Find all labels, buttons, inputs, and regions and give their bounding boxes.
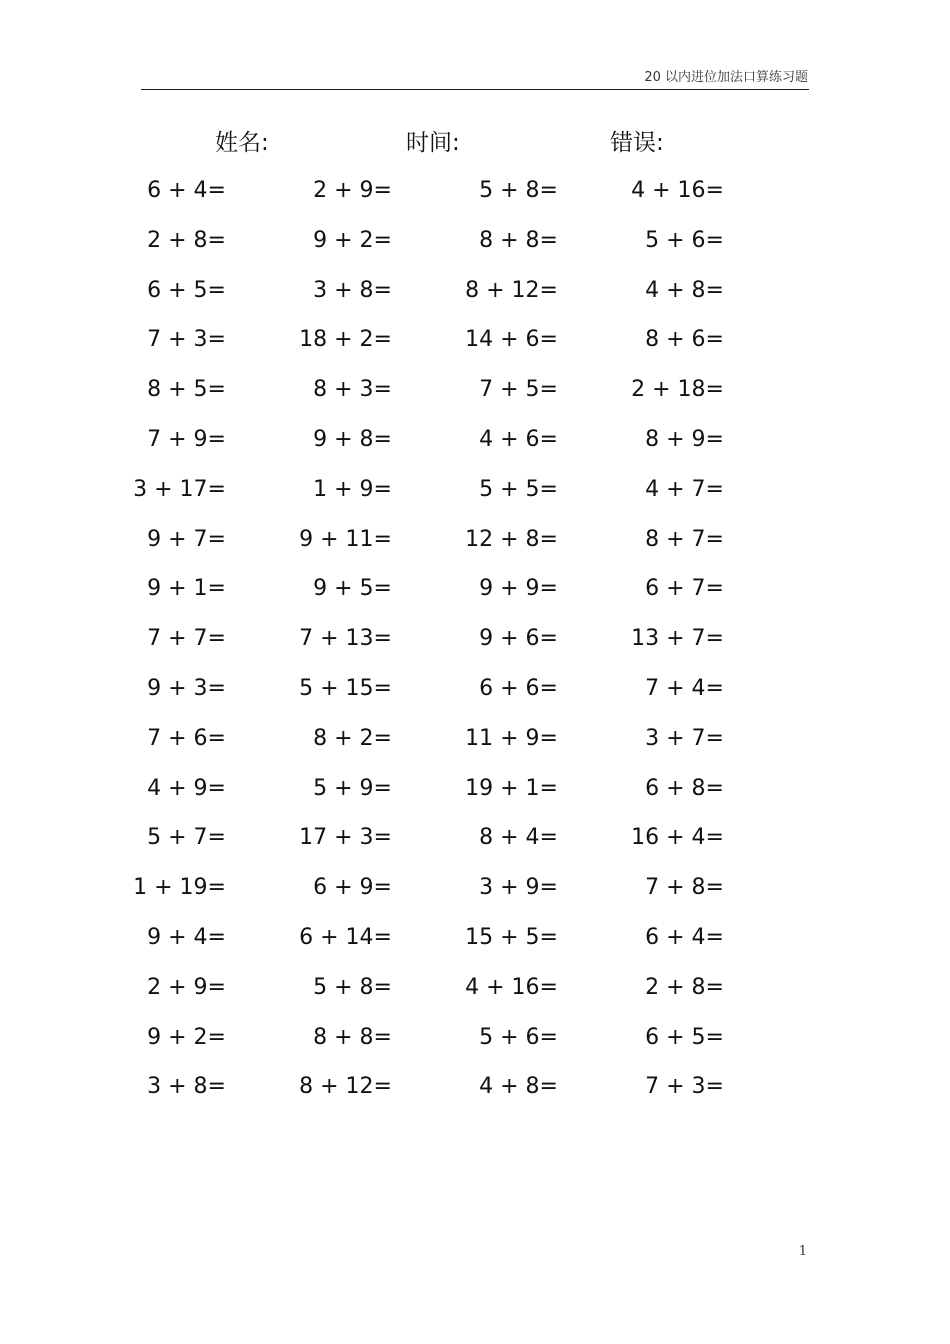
header-divider (141, 89, 809, 90)
problem-cell: 5 + 15= (299, 676, 392, 701)
problem-cell: 5 + 8= (479, 178, 558, 203)
problem-cell: 5 + 9= (313, 775, 392, 801)
problem-cell: 14 + 6= (465, 327, 558, 353)
problem-cell: 3 + 7= (645, 725, 724, 751)
problem-cell: 4 + 8= (645, 277, 724, 303)
problem-cell: 9 + 6= (479, 626, 558, 652)
problem-cell: 9 + 2= (313, 227, 392, 253)
problem-cell: 6 + 14= (299, 925, 392, 950)
problem-cell: 19 + 1= (465, 775, 558, 801)
header-title: 20 以内进位加法口算练习题 (644, 70, 808, 85)
problem-cell: 5 + 6= (479, 1024, 558, 1050)
time-label: 时间: (406, 130, 460, 156)
problem-cell: 9 + 11= (299, 526, 392, 552)
problem-cell: 12 + 8= (465, 526, 558, 552)
problem-cell: 6 + 5= (645, 1024, 724, 1050)
problem-cell: 9 + 3= (147, 676, 226, 701)
problem-cell: 7 + 3= (147, 327, 226, 353)
problem-cell: 8 + 12= (299, 1074, 392, 1100)
problem-cell: 1 + 19= (133, 875, 226, 901)
problem-cell: 6 + 9= (313, 875, 392, 901)
problem-cell: 6 + 7= (645, 576, 724, 602)
problem-cell: 5 + 7= (147, 825, 226, 851)
problem-cell: 2 + 8= (645, 974, 724, 1000)
problem-cell: 4 + 9= (147, 775, 226, 801)
problem-cell: 6 + 8= (645, 775, 724, 801)
problem-cell: 2 + 9= (313, 178, 392, 203)
problem-cell: 1 + 9= (313, 476, 392, 502)
problem-cell: 4 + 8= (479, 1074, 558, 1100)
problem-cell: 9 + 9= (479, 576, 558, 602)
problem-cell: 18 + 2= (299, 327, 392, 353)
problem-cell: 7 + 6= (147, 725, 226, 751)
problem-cell: 7 + 3= (645, 1074, 724, 1100)
problem-cell: 8 + 2= (313, 725, 392, 751)
problem-cell: 7 + 8= (645, 875, 724, 901)
problem-cell: 5 + 6= (645, 227, 724, 253)
problem-cell: 8 + 8= (313, 1024, 392, 1050)
problem-cell: 7 + 5= (479, 377, 558, 403)
problem-cell: 4 + 7= (645, 476, 724, 502)
problem-cell: 3 + 8= (313, 277, 392, 303)
problem-cell: 4 + 16= (465, 974, 558, 1000)
problem-cell: 15 + 5= (465, 925, 558, 950)
problem-cell: 8 + 8= (479, 227, 558, 253)
problem-cell: 7 + 4= (645, 676, 724, 701)
problem-cell: 3 + 9= (479, 875, 558, 901)
problem-cell: 7 + 13= (299, 626, 392, 652)
problem-cell: 8 + 6= (645, 327, 724, 353)
problem-cell: 6 + 5= (147, 277, 226, 303)
problem-cell: 9 + 4= (147, 925, 226, 950)
problem-cell: 8 + 9= (645, 427, 724, 452)
problem-cell: 8 + 5= (147, 377, 226, 403)
problem-cell: 5 + 5= (479, 476, 558, 502)
problem-cell: 9 + 7= (147, 526, 226, 552)
problem-grid (0, 166, 950, 1126)
problem-cell: 13 + 7= (631, 626, 724, 652)
problem-cell: 3 + 8= (147, 1074, 226, 1100)
name-label: 姓名: (215, 130, 269, 156)
problem-cell: 9 + 1= (147, 576, 226, 602)
problem-cell: 7 + 9= (147, 427, 226, 452)
student-info-row (0, 126, 950, 160)
problem-cell: 16 + 4= (631, 825, 724, 851)
problem-cell: 2 + 9= (147, 974, 226, 1000)
problem-cell: 6 + 6= (479, 676, 558, 701)
problem-cell: 8 + 3= (313, 377, 392, 403)
problem-cell: 6 + 4= (147, 178, 226, 203)
problem-cell: 3 + 17= (133, 476, 226, 502)
problem-cell: 4 + 16= (631, 178, 724, 203)
problem-cell: 5 + 8= (313, 974, 392, 1000)
problem-cell: 9 + 2= (147, 1024, 226, 1050)
problem-cell: 17 + 3= (299, 825, 392, 851)
problem-cell: 7 + 7= (147, 626, 226, 652)
problem-cell: 2 + 8= (147, 227, 226, 253)
problem-cell: 11 + 9= (465, 725, 558, 751)
problem-cell: 8 + 12= (465, 277, 558, 303)
problem-cell: 6 + 4= (645, 925, 724, 950)
problem-cell: 4 + 6= (479, 427, 558, 452)
problem-cell: 8 + 4= (479, 825, 558, 851)
problem-cell: 2 + 18= (631, 377, 724, 403)
page-number: 1 (798, 1244, 807, 1259)
problem-cell: 9 + 8= (313, 427, 392, 452)
errors-label: 错误: (610, 130, 664, 156)
problem-cell: 9 + 5= (313, 576, 392, 602)
problem-cell: 8 + 7= (645, 526, 724, 552)
